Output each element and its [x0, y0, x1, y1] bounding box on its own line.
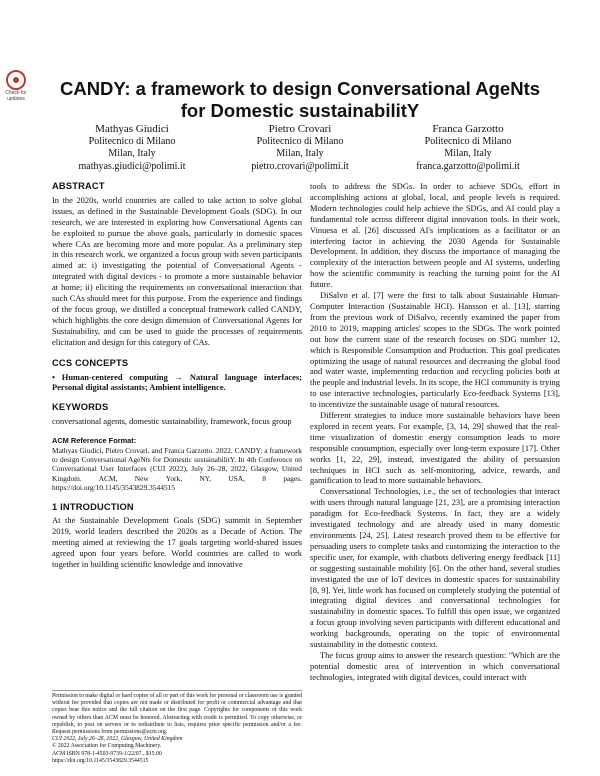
introduction-text: At the Sustainable Development Goals (SDG) summit in September 2019, world leaders described the 2020s as a Decade of Action. The meeting aimed at reviewing the 17 goals targeting world-shared issues agreed upon four years before. World countries are called to work together in building scientific knowledge and innovative [52, 515, 302, 570]
left-column [52, 181, 302, 570]
paragraph: Conversational Technologies, i.e., the set of technologies that interact with users through natural language [21, 23], are a promising interaction paradigm for Eco-feedback Systems. In fact, they are a widely investigated technology and are already used in many domestic environments [24, 25]. Latest research proved them to be effective for persuading users to complete tasks and customizing the interaction to the specific user, for example, with chatbots delivering energy feedback [11] or suggesting sustainable mobility [6]. On the other hand, several studies investigated the use of IoT devices in domestic spaces for sustainability [8, 9]. Yet, little work has focused on completely studying the potential of integrating digital devices and conversational technologies for sustainability in domestic spaces. To fulfill this open issue, we organized a focus group involving seven participants with different educational and working backgrounds, operating on the topic of environmental sustainability in the domestic context. [310, 486, 560, 650]
author-block [48, 123, 552, 173]
right-column [310, 181, 560, 683]
author-3 [384, 123, 552, 173]
author-1 [48, 123, 216, 173]
author-location: Milan, Italy [276, 148, 324, 159]
abstract-text: In the 2020s, world countries are called to take action to solve global issues, as defined in the Sustainable Development Goals (SDG). In our research, we are interested in exploring how Conversational Agents can be exploited to pursue the above goals, particularly in domestic spaces where CAs are becoming more and more popular. As a preliminary step in this research work, we organized a focus group with seven participants aimed at: i) investigating the potential of Conversational Agents - integrated with digital devices - to promote a more sustainable behavior at home; ii) eliciting the requirements on conversational interaction that such CAs should meet for this purpose. From the experience and findings of the focus group, we distilled a conceptual framework called CANDY, which highlights the core design dimension of Conversational Agents for Sustainability, and can be used to guide the processes of requirements elicitation and design for this category of CAs. [52, 194, 302, 347]
doi-link[interactable]: https://doi.org/10.1145/3543829.3544515 [52, 757, 149, 764]
paragraph: DiSalvo et al. [7] were the first to talk about Sustainable Human-Computer Interaction (Sustainable HCI). Hansson et al. [13], starting from the previous work of DiSalvo, recently examined the paper from 2010 to 2019, mapping articles' scopes to the SDGs. The work pointed out how the current state of the research focuses on SDG number 12, which is Responsible Consumption and Production. This goal predicates optimizing the usage of natural resources and decreasing the global food and water waste, implementing reduction and recycling policies both at the people and industrial levels. In its scope, the HCI community is trying to use interactive technologies, particularly Eco-feedback Systems [13], to incentivize the sustainable usage of natural resources. [310, 290, 560, 410]
author-name: Mathyas Giudici [95, 123, 169, 135]
acm-reference [52, 436, 302, 492]
ccs-heading: CCS CONCEPTS [52, 357, 129, 368]
update-icon [6, 70, 26, 90]
acm-reference-heading: ACM Reference Format: [52, 436, 137, 446]
paragraph: The focus group aims to answer the research question: "Which are the potential domestic area of intervention in which conversational technologies, integrated with digital devices, could interact with [310, 649, 560, 682]
author-affiliation: Politecnico di Milano [256, 135, 344, 147]
author-2 [216, 123, 384, 173]
permission-text: Permission to make digital or hard copies of all or part of this work for personal or classroom use is granted without fee provided that copies are not made or distributed for profit or commercial advantage and that copies bear this notice and the full citation on the first page. Copyrights for components of this work owned by others than ACM must be honored. Abstracting with credit is permitted. To copy otherwise, or republish, to post on servers or to redistribute to lists, requires prior specific permission and/or a fee. Request permissions from permissions@acm.org. [52, 693, 302, 736]
isbn-line: ACM ISBN 978-1-4503-9739-1/22/07...$15.00 [52, 750, 162, 757]
author-email[interactable]: pietro.crovari@polimi.it [251, 160, 349, 172]
abstract-heading: ABSTRACT [52, 181, 105, 191]
badge-label: Check for updates [5, 90, 27, 102]
introduction-heading: 1 INTRODUCTION [52, 501, 134, 512]
keywords-text: conversational agents, domestic sustainability, framework, focus group [52, 416, 292, 427]
author-affiliation: Politecnico di Milano [424, 135, 512, 147]
check-for-updates-badge[interactable] [4, 70, 28, 104]
author-email[interactable]: mathyas.giudici@polimi.it [78, 160, 186, 172]
keywords-heading: KEYWORDS [52, 402, 109, 413]
author-name: Franca Garzotto [432, 123, 504, 135]
author-email[interactable]: franca.garzotto@polimi.it [416, 160, 520, 172]
paragraph: Different strategies to induce more sustainable behaviors have been explored in recent years. For example, [3, 14, 29] showed that the real-time visualization of domestic energy consumption leads to more responsible consumption, especially over long-term exposure [17]. Other works [1, 22, 29], instead, investigated the ability of persuasion techniques in HCI such as self-monitoring, advice, rewards, and gamification to lead to more sustainable behaviors. [310, 410, 560, 486]
copyright-line: © 2022 Association for Computing Machinery. [52, 743, 162, 750]
venue-line: CUI 2022, July 26–28, 2022, Glasgow, United Kingdom [52, 736, 183, 743]
author-location: Milan, Italy [108, 148, 156, 159]
paragraph: tools to address the SDGs. In order to achieve SDGs, effort in accomplishing actions at global, local, and people levels is required. Modern technologies could help achieve the SDGs, and AI could play a fundamental role across different digital innovation tools. In their work, Vinuesa et al. [26] discussed AI's implications as a facilitator or an interfering factor in achieving the 2030 Agenda for Sustainable Development. In addition, they discuss the importance of managing the complexity of the interaction between people and AI systems, underling how the scientific community is reaching the turning point for the AI future. [310, 181, 560, 290]
author-location: Milan, Italy [444, 148, 492, 159]
copyright-footnote [52, 690, 302, 765]
paper-title: CANDY: a framework to design Conversational AgeNts for Domestic sustainabilitY [59, 78, 541, 121]
ccs-text: • Human-centered computing → Natural language interfaces; Personal digital assistants; Ambient intelligence. [52, 371, 302, 393]
author-affiliation: Politecnico di Milano [88, 135, 176, 147]
author-name: Pietro Crovari [268, 123, 332, 135]
acm-reference-text: Mathyas Giudici, Pietro Crovari, and Franca Garzotto. 2022. CANDY: a framework to design Conversational AgeNts for Domestic sustainabilitY. In 4th Conference on Conversational User Interfaces (CUI 2022), July 26–28, 2022, Glasgow, United Kingdom. ACM, New York, NY, USA, 8 pages. https://doi.org/10.1145/3543829.3544515 [52, 445, 302, 493]
